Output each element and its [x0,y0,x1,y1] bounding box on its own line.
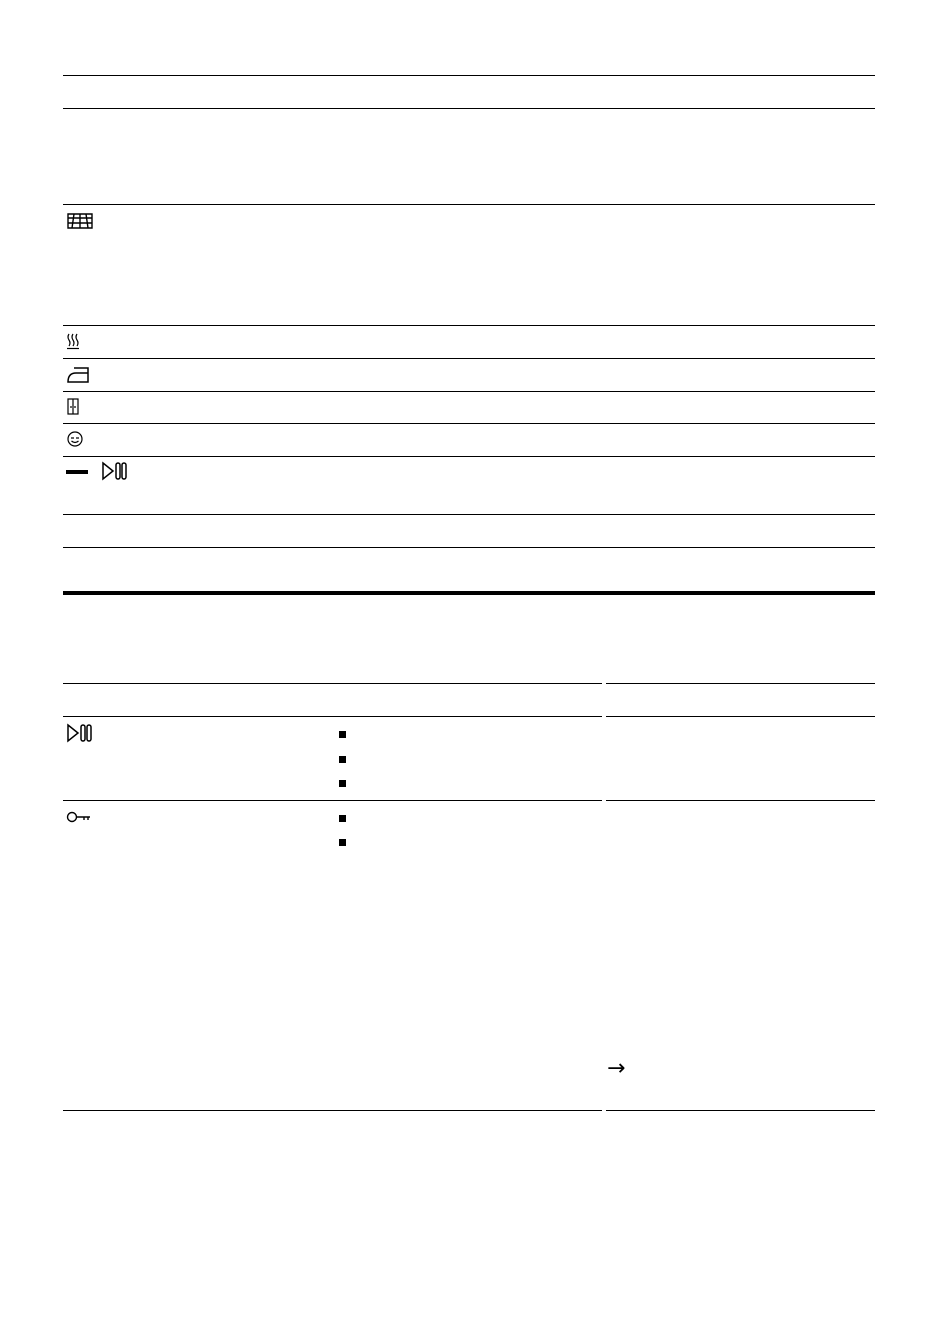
list-bullet [339,756,346,763]
list-bullet [339,815,346,822]
play-pause-icon [66,723,94,743]
table-rule [63,716,602,717]
section-separator [63,591,875,595]
table-rule [63,423,875,424]
table-rule [63,514,875,515]
minus-bar-icon [66,470,88,474]
table-rule [63,391,875,392]
table-rule-bottom [606,1110,875,1111]
key-icon [66,810,92,824]
list-bullet [339,839,346,846]
steam-icon [66,332,80,350]
table-rule-bottom [63,1110,602,1111]
table-rule [63,358,875,359]
list-bullet [339,780,346,787]
iron-icon [66,365,92,385]
table-rule-top [63,683,602,684]
smiley-icon [66,430,84,448]
table-rule [63,108,875,109]
drum-grid-icon [66,212,94,230]
play-pause-icon [101,461,129,481]
list-bullet [339,731,346,738]
table-rule [63,204,875,205]
table-rule [63,547,875,548]
table-rule [63,456,875,457]
table-rule-top [63,75,875,76]
table-rule [63,800,602,801]
table-rule [63,325,875,326]
arrow-symbol: → [607,1056,626,1081]
table-rule [606,716,875,717]
door-icon [67,398,79,416]
table-rule-top [606,683,875,684]
table-rule [606,800,875,801]
